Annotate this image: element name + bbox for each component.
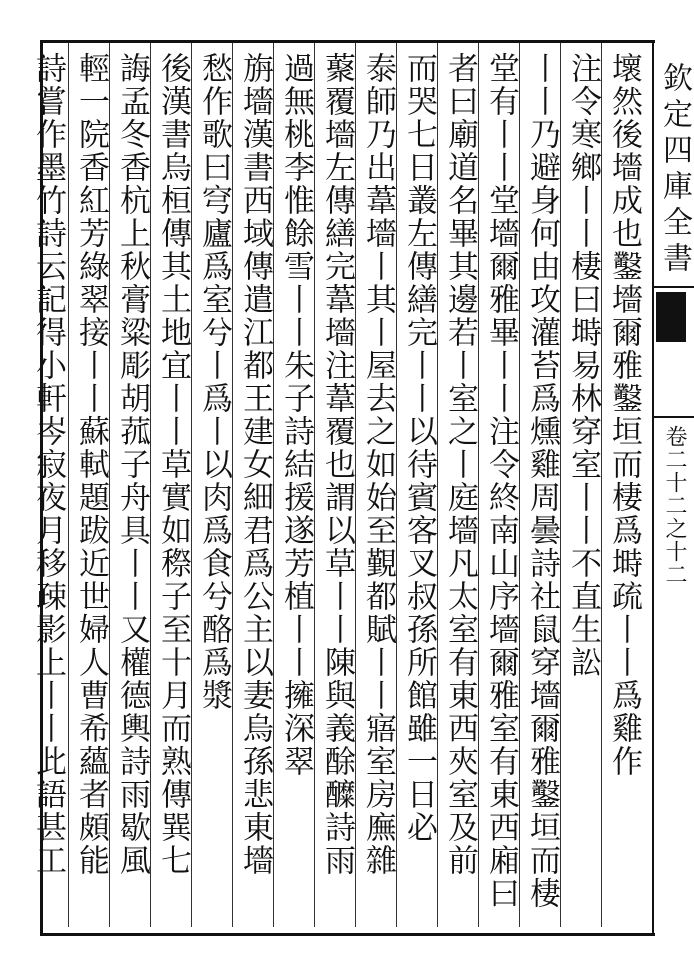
text-column: 過無桃李惟餘雪丨丨朱子詩結援遂芳植丨丨擁深翠 — [278, 52, 314, 778]
text-column: 後漢書烏桓傳其土地宜丨丨草實如穄子至十月而熟傳巽七 — [155, 52, 191, 877]
column-rule — [68, 43, 69, 927]
text-column: 注令寒鄉丨丨棲曰塒易林穿室丨丨不直生訟 — [565, 52, 601, 679]
text-column: 泰師乃出葦墻丨其丨屋去之如始至覲都賦丨丨寤室房廡雜 — [360, 52, 396, 877]
text-column: 藂覆墻左傳繕完葦墻注葦覆也謂以草丨丨陳與義酴醾詩雨 — [319, 52, 355, 877]
text-column: 詩嘗作墨竹詩云記得小軒岑寂夜月移疎影上丨丨此語甚工 — [30, 52, 66, 877]
fishtail-mark — [656, 292, 686, 342]
text-column: 者曰廟道名畢其邊若丨室之丨庭墻凡太室有東西夾室及前 — [442, 52, 478, 877]
text-column: 而哭七日叢左傳繕完丨丨以待賓客叉叔孫所館雖一日必 — [401, 52, 437, 844]
text-column: 壞然後墻成也鑿墻爾雅鑿垣而棲爲塒疏丨丨爲雞作 — [606, 52, 642, 778]
text-column: 丨丨乃避身何由攻灌苔爲燻雞周曇詩社鼠穿墻爾雅鑿垣而棲 — [524, 52, 560, 910]
text-column: 旃墻漢書西域傳遣江都王建女細君爲公主以妻烏孫悲東墻 — [237, 52, 273, 877]
text-column: 堂有丨丨堂墻爾雅畢丨丨注令終南山序墻爾雅室有東西廂曰 — [483, 52, 519, 910]
margin-title: 欽定四庫全書 — [657, 62, 692, 278]
text-column: 誨孟冬香杭上秋膏粱彫胡菰子舟具丨丨又權德輿詩雨歇風 — [114, 52, 150, 877]
margin-divider — [652, 416, 694, 418]
text-column: 愁作歌曰穹廬爲室兮丨爲丨以肉爲食兮酪爲漿 — [196, 52, 232, 712]
text-column: 輕一院香紅芳綠翠接丨丨蘇軾題跋近世婦人曹希蘊者頗能 — [73, 52, 109, 877]
margin-divider — [652, 286, 694, 288]
margin-volume: 卷二十二之十二 — [662, 425, 687, 586]
